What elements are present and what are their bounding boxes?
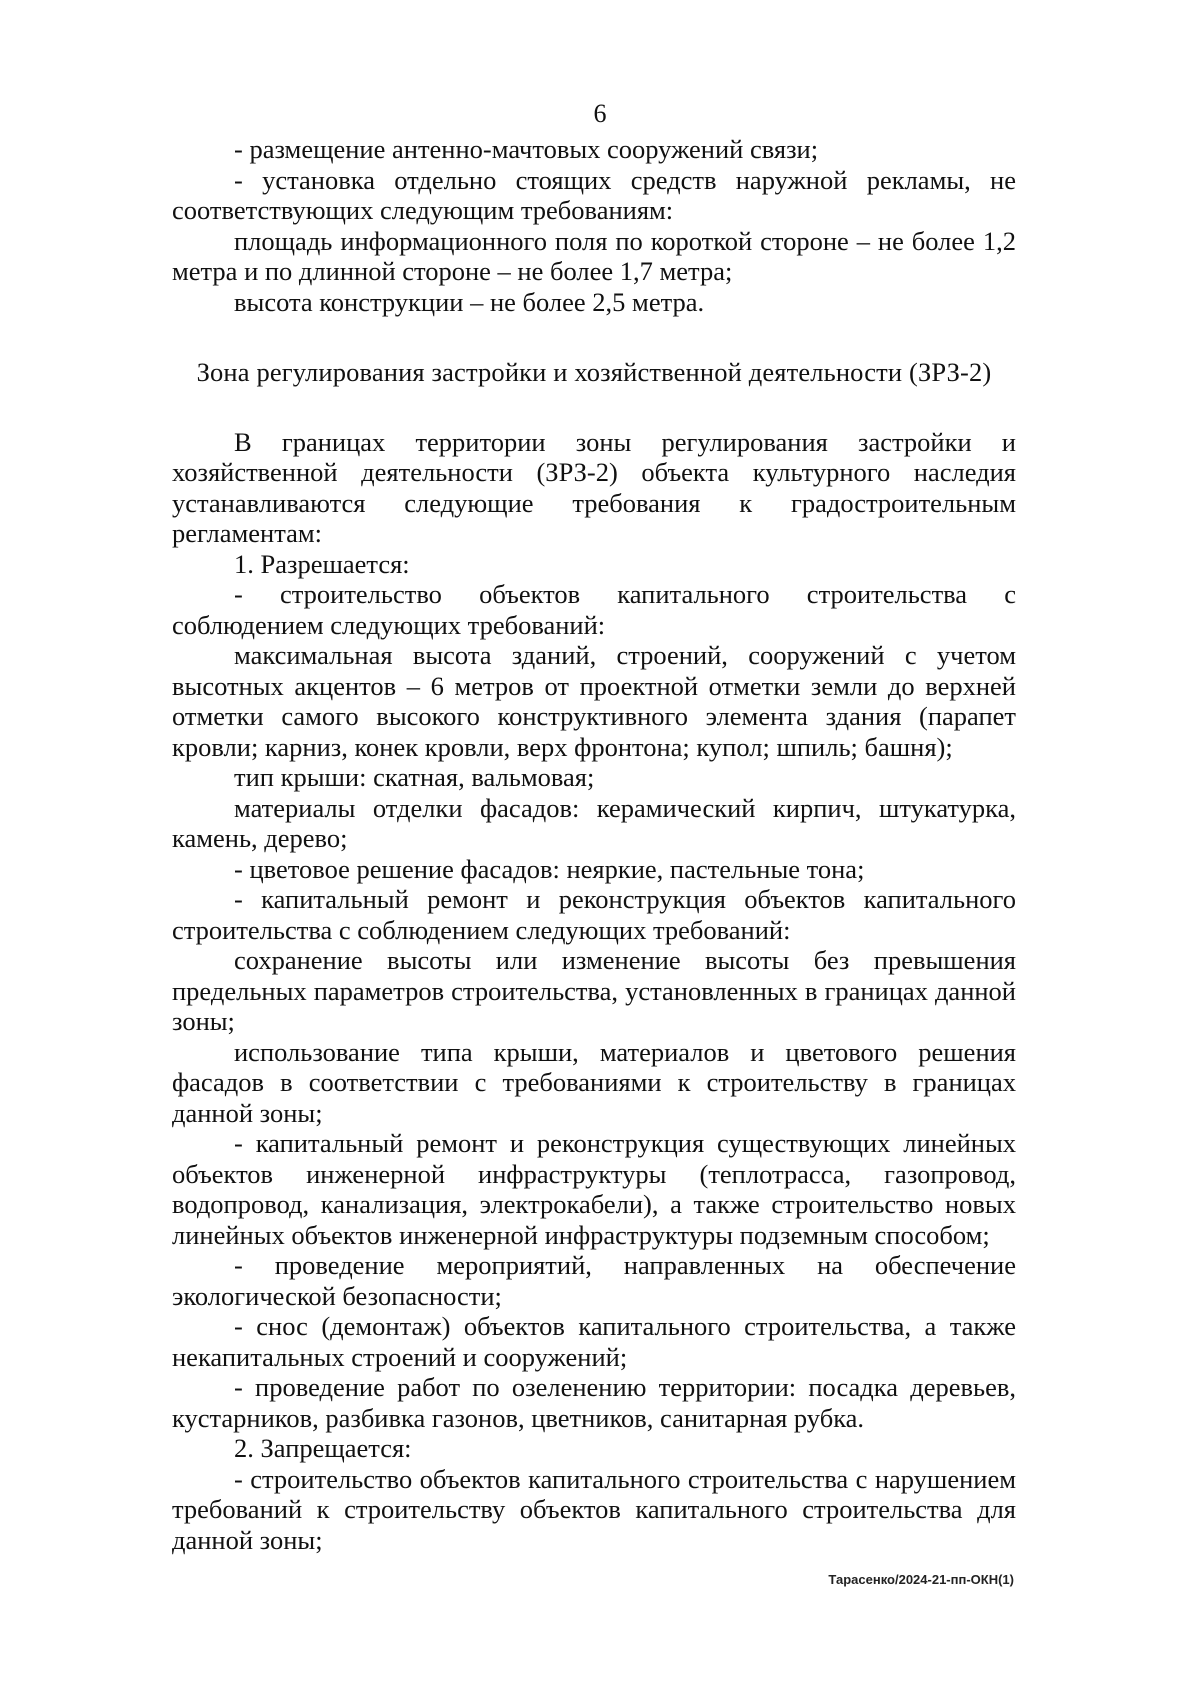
paragraph-repair-reconstruction: - капитальный ремонт и реконструкция объектов капитального строительства с соблюдением следующих требований: [172,884,1016,945]
paragraph-height-preservation: сохранение высоты или изменение высоты без превышения предельных параметров строительства, установленных в границах данной зоны; [172,945,1016,1036]
paragraph-construction-height: высота конструкции – не более 2,5 метра. [234,286,705,317]
section-heading-zrz2: Зона регулирования застройки и хозяйственной деятельности (ЗРЗ-2) [196,357,992,387]
paragraph-roof-materials-usage: использование типа крыши, материалов и цветового решения фасадов в соответствии с требованиями к строительству в границах данной зоны; [172,1036,1016,1128]
paragraph-prohibited-heading: 2. Запрещается: [234,1433,412,1463]
document-body [172,134,1016,1555]
paragraph-roof-type: тип крыши: скатная, вальмовая; [234,762,595,792]
paragraph-zone-intro: В границах территории зоны регулирования застройки и хозяйственной деятельности (ЗРЗ-2) объекта культурного наследия устанавливаются следующие требования к градостроительным регламентам: [172,426,1016,548]
paragraph-ecology: - проведение мероприятий, направленных на обеспечение экологической безопасности; [172,1250,1016,1311]
paragraph-allowed-heading: 1. Разрешается: [234,548,410,579]
paragraph-demolition: - снос (демонтаж) объектов капитального строительства, а также некапитальных строений и сооружений; [172,1311,1016,1372]
paragraph-info-field: площадь информационного поля по короткой стороне – не более 1,2 метра и по длинной стороне – не более 1,7 метра; [172,225,1016,286]
paragraph-antenna: - размещение антенно-мачтовых сооружений связи; [234,134,819,164]
paragraph-linear-objects: - капитальный ремонт и реконструкция существующих линейных объектов инженерной инфраструктуры (теплотрасса, газопровод, водопровод, канализация, электрокабели), а также строительство новых линейных объектов инженерной инфраструктуры подземным способом; [172,1128,1016,1250]
paragraph-construction: - строительство объектов капитального строительства с соблюдением следующих требований: [172,579,1016,640]
paragraph-facade-materials: материалы отделки фасадов: керамический кирпич, штукатурка, камень, дерево; [172,792,1016,853]
paragraph-facade-colors: - цветовое решение фасадов: неяркие, пастельные тона; [234,853,865,884]
page-number: 6 [593,99,607,128]
paragraph-max-height: максимальная высота зданий, строений, сооружений с учетом высотных акцентов – 6 метров от проектной отметки земли до верхней отметки самого высокого конструктивного элемента здания (парапет кровли; карниз, конек кровли, верх фронтона; купол; шпиль; башня); [172,640,1016,762]
paragraph-prohibited-construction: - строительство объектов капитального строительства с нарушением требований к строительству объектов капитального строительства для данной зоны; [172,1463,1016,1555]
document-footer-code: Тарасенко/2024-21-пп-ОКН(1) [828,1572,1014,1587]
paragraph-advertising: - установка отдельно стоящих средств наружной рекламы, не соответствующих следующим требованиям: [172,164,1016,225]
paragraph-landscaping: - проведение работ по озеленению территории: посадка деревьев, кустарников, разбивка газонов, цветников, санитарная рубка. [172,1372,1016,1433]
